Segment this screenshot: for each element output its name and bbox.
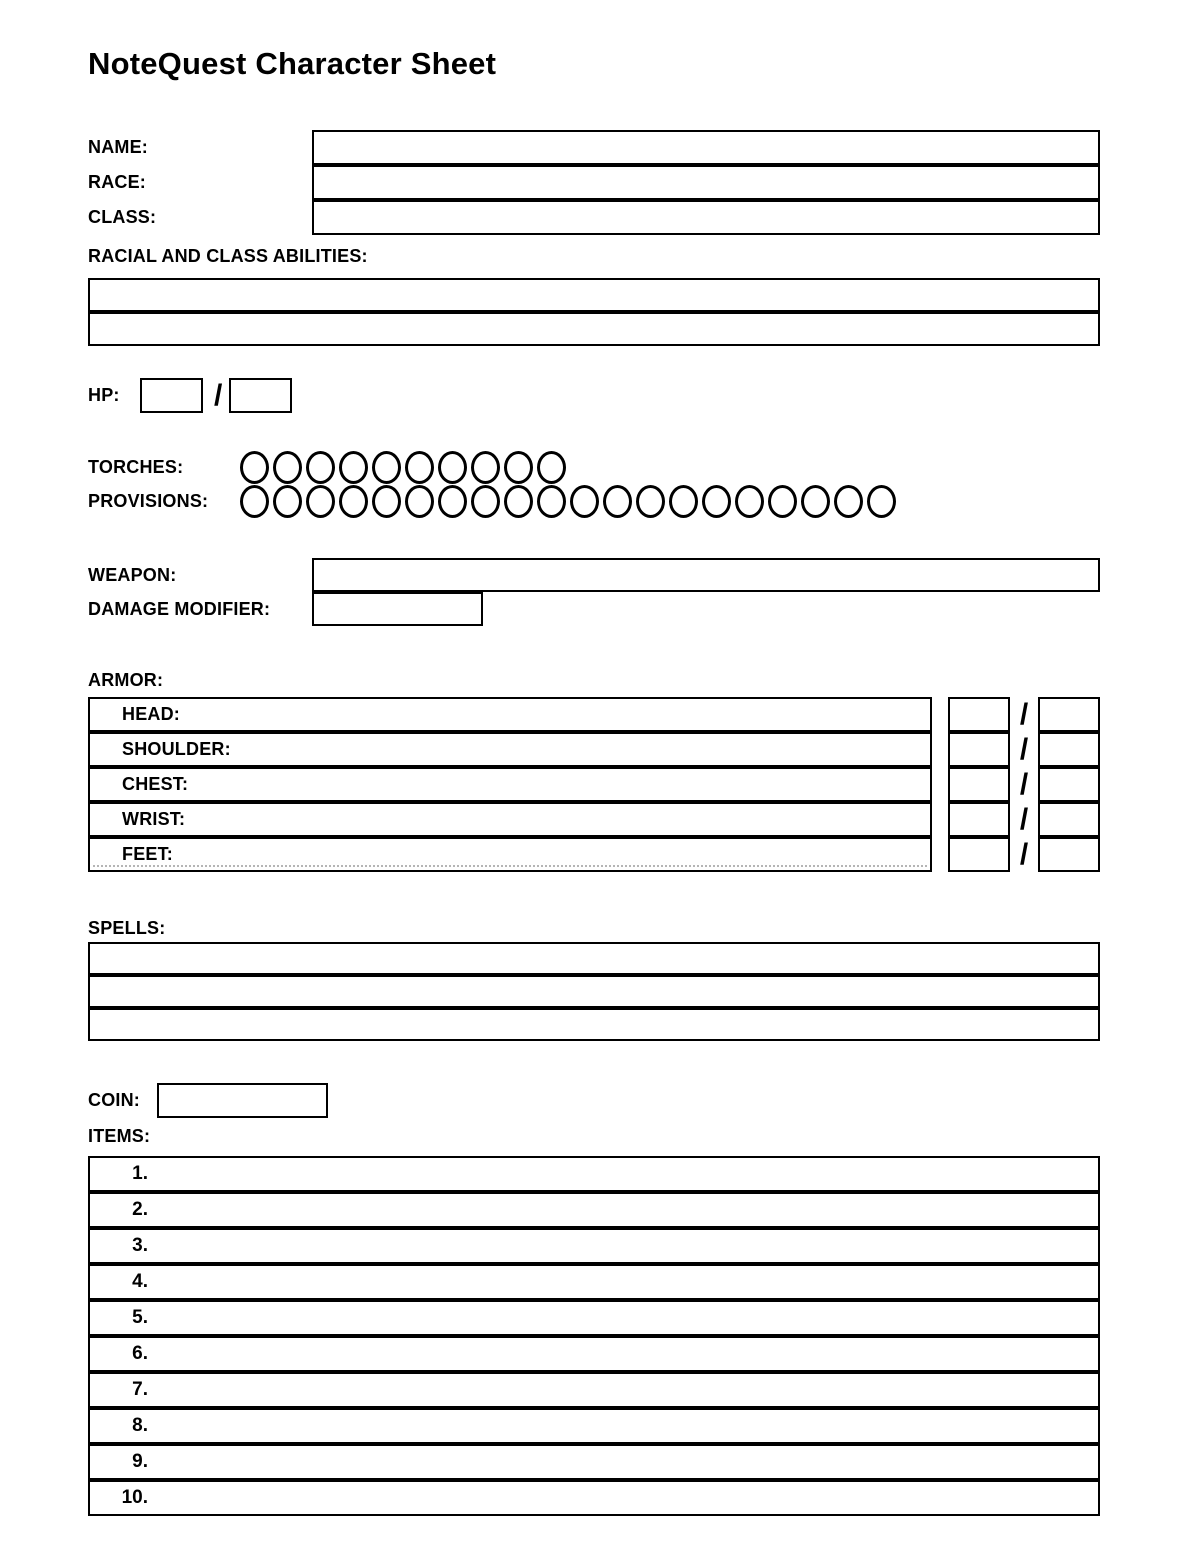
provisions-row (88, 484, 896, 518)
provision-circle[interactable] (735, 485, 764, 518)
item-number: 8. (132, 1415, 148, 1436)
armor-shoulder-current-field[interactable] (948, 732, 1010, 767)
item-number: 10. (121, 1487, 148, 1508)
armor-wrist-separator: / (1019, 803, 1029, 836)
armor-row-chest[interactable] (88, 767, 932, 802)
armor-shoulder-max-field[interactable] (1038, 732, 1100, 767)
hp-separator: / (214, 379, 223, 412)
torch-circle[interactable] (372, 451, 401, 484)
torch-circle[interactable] (339, 451, 368, 484)
armor-feet-max-field[interactable] (1038, 837, 1100, 872)
armor-shoulder-separator: / (1019, 733, 1029, 766)
torch-circle[interactable] (240, 451, 269, 484)
provision-circle[interactable] (570, 485, 599, 518)
item-number: 5. (132, 1307, 148, 1328)
hp-max-field[interactable] (229, 378, 292, 413)
items-table (88, 1156, 1100, 1516)
item-row-5[interactable] (88, 1300, 1100, 1336)
spells-label: SPELLS: (88, 918, 166, 938)
spells-section (88, 942, 1100, 1041)
item-row-10[interactable] (88, 1480, 1100, 1516)
item-row-3[interactable] (88, 1228, 1100, 1264)
item-row-9[interactable] (88, 1444, 1100, 1480)
name-field[interactable] (312, 130, 1100, 165)
provision-circle[interactable] (669, 485, 698, 518)
armor-table (88, 697, 932, 872)
race-label: RACE: (88, 172, 146, 192)
armor-row-shoulder[interactable] (88, 732, 932, 767)
provision-circle[interactable] (504, 485, 533, 518)
torch-circle[interactable] (471, 451, 500, 484)
torches-circles (240, 451, 566, 484)
provision-circle[interactable] (405, 485, 434, 518)
weapon-label: WEAPON: (88, 564, 177, 585)
armor-wrist-label: WRIST: (122, 809, 186, 829)
armor-shoulder-label: SHOULDER: (122, 739, 231, 759)
provision-circle[interactable] (372, 485, 401, 518)
provisions-label: PROVISIONS: (88, 490, 209, 511)
torch-circle[interactable] (273, 451, 302, 484)
torch-circle[interactable] (438, 451, 467, 484)
armor-label: ARMOR: (88, 670, 164, 690)
provision-circle[interactable] (306, 485, 335, 518)
item-number: 7. (132, 1379, 148, 1400)
provision-circle[interactable] (339, 485, 368, 518)
provision-circle[interactable] (636, 485, 665, 518)
provision-circle[interactable] (537, 485, 566, 518)
coin-field[interactable] (157, 1083, 328, 1118)
hp-current-field[interactable] (140, 378, 203, 413)
race-row (88, 165, 1100, 200)
item-row-6[interactable] (88, 1336, 1100, 1372)
identity-section (88, 130, 1100, 235)
provision-circle[interactable] (603, 485, 632, 518)
torches-label: TORCHES: (88, 456, 184, 477)
armor-chest-separator: / (1019, 768, 1029, 801)
abilities-label: RACIAL AND CLASS ABILITIES: (88, 246, 368, 266)
provision-circle[interactable] (867, 485, 896, 518)
item-number: 1. (132, 1163, 148, 1184)
item-row-8[interactable] (88, 1408, 1100, 1444)
armor-chest-label: CHEST: (122, 774, 189, 794)
spells-line-2[interactable] (88, 975, 1100, 1008)
armor-row-head[interactable] (88, 697, 932, 732)
provisions-circles (240, 485, 896, 518)
item-number: 9. (132, 1451, 148, 1472)
armor-head-current-field[interactable] (948, 697, 1010, 732)
torch-circle[interactable] (537, 451, 566, 484)
name-row (88, 130, 1100, 165)
provision-circle[interactable] (834, 485, 863, 518)
item-row-1[interactable] (88, 1156, 1100, 1192)
item-row-2[interactable] (88, 1192, 1100, 1228)
armor-separators (1010, 697, 1038, 872)
item-number: 6. (132, 1343, 148, 1364)
item-row-4[interactable] (88, 1264, 1100, 1300)
armor-max-column (1038, 697, 1100, 872)
torches-row (88, 450, 566, 484)
page-title: NoteQuest Character Sheet (88, 46, 497, 81)
class-label: CLASS: (88, 207, 157, 227)
armor-chest-current-field[interactable] (948, 767, 1010, 802)
damage-modifier-label: DAMAGE MODIFIER: (88, 598, 271, 619)
provision-circle[interactable] (768, 485, 797, 518)
abilities-line-2[interactable] (88, 312, 1100, 346)
hp-label: HP: (88, 385, 120, 405)
armor-head-label: HEAD: (122, 704, 180, 724)
spells-line-3[interactable] (88, 1008, 1100, 1041)
provision-circle[interactable] (438, 485, 467, 518)
weapon-row (88, 558, 1100, 592)
abilities-line-1[interactable] (88, 278, 1100, 312)
damage-modifier-row (88, 592, 1100, 626)
coin-row (88, 1083, 328, 1118)
armor-head-max-field[interactable] (1038, 697, 1100, 732)
item-number: 2. (132, 1199, 148, 1220)
provision-circle[interactable] (273, 485, 302, 518)
item-number: 3. (132, 1235, 148, 1256)
armor-feet-label: FEET: (122, 844, 174, 864)
hp-row (88, 378, 292, 413)
damage-modifier-field[interactable] (312, 592, 483, 626)
item-number: 4. (132, 1271, 148, 1292)
torch-circle[interactable] (306, 451, 335, 484)
weapon-field[interactable] (312, 558, 1100, 592)
class-row (88, 200, 1100, 235)
abilities-section (88, 278, 1100, 346)
provision-circle[interactable] (702, 485, 731, 518)
armor-feet-separator: / (1019, 838, 1029, 871)
armor-row-wrist[interactable] (88, 802, 932, 837)
item-row-7[interactable] (88, 1372, 1100, 1408)
torch-circle[interactable] (504, 451, 533, 484)
items-label: ITEMS: (88, 1126, 151, 1146)
race-field[interactable] (312, 165, 1100, 200)
torch-circle[interactable] (405, 451, 434, 484)
armor-current-column (948, 697, 1010, 872)
class-field[interactable] (312, 200, 1100, 235)
coin-label: COIN: (88, 1090, 140, 1110)
name-label: NAME: (88, 137, 148, 157)
provision-circle[interactable] (471, 485, 500, 518)
armor-head-separator: / (1019, 698, 1029, 731)
armor-wrist-current-field[interactable] (948, 802, 1010, 837)
provision-circle[interactable] (801, 485, 830, 518)
provision-circle[interactable] (240, 485, 269, 518)
armor-row-feet[interactable] (88, 837, 932, 872)
armor-chest-max-field[interactable] (1038, 767, 1100, 802)
armor-wrist-max-field[interactable] (1038, 802, 1100, 837)
spells-line-1[interactable] (88, 942, 1100, 975)
armor-feet-current-field[interactable] (948, 837, 1010, 872)
